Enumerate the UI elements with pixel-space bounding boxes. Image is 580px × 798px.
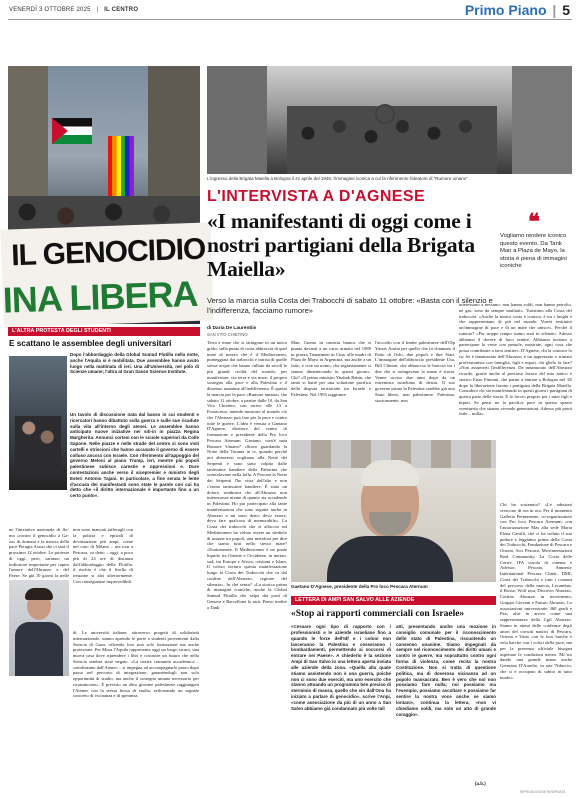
dagnese-portrait: [291, 440, 496, 582]
interview-col-3: l'accordo con il leader palestinese dell'Olp Yasser Arafat per quello che fu chiamato il Patto di Oslo, due popoli e due Stati. L'immagine dell'abbraccio presidente Usa, Bill Clinton, che abbraccia le braccia tra i due che si stringevano la mano è storia. Venne ucciso due anni dopo da un estremista israeliano di destra. Il suo governo prima la Palestina sarebbe già uno Stato libero, non palestinese. Palestina, storicamente, non: [375, 340, 455, 403]
protest-banner: [0, 222, 213, 327]
letter-col-1: «Cessare ogni tipo di rapporto con i professionisti e le aziende israeliane fino a quando le forze dell'Idf e i coloni non lasceranno la Palestina e cesseranno i bombardamenti, permettendo ai soccorsi di entrare nei Paese». A chiederlo è la sezione Ampi di San Salvo in una lettera aperta inviata alle aziende della zona. «Quella alla quale stiamo assistendo non è una guerra, poiché non ci sono due eserciti, ma uno esercito che stanno attuando un programma ben preciso di sterminio di massa, quello che sin dall'Onu ha iniziato a parlare di genocidio», scrive l'Anpi, «come associazione da più di un anno a San Salvo abbiamo già condannato più volte tali: [291, 624, 391, 711]
footer-copyright: RIPRODUZIONE RISERVATA: [520, 790, 566, 794]
interview-deck: Verso la marcia sulla Costa dei Trabocchi di sabato 11 ottobre: «Basta con il silenzio e l'indifferenza, facciamo rumore»: [207, 296, 493, 315]
left-headline: E scattano le assemblee degli universitari: [9, 339, 172, 348]
left-body-b: non sono mancati tafferugli con la polizia e episodi di devastazione più ampi, come nel caso di Milano – ma non a Pescara, va detto – oggi, a poco più di 24 ore di distanza dall'abbordaggio della Flotilla, il rischio è che il livello di tensione si alzi ulteriormente. Con conseguenze imprevedibili.: [73, 527, 133, 584]
byline: [207, 326, 285, 338]
left-intro: Dopo l'abbordaggio della Global Sumud Flotilla nella notte, anche l'Aquila si è mobilitata. Due assemblee hanno avuto luogo nella mattinata di ieri. Una all'Università, nel polo di Scienze umane; l'altra al Gran Sasso Science Institute.: [70, 352, 199, 375]
page-number: 5: [562, 2, 570, 18]
quote-marks-icon: ❝: [528, 209, 540, 234]
interview-col-2: Man, l'uomo in camicia bianca che si pianta davanti a un carro armato nel 1989 in piazza Tienanmen in Cina, alle madri di Plaza de Mayo in Argentina, ma anche a un fatto, e cioè un uomo, che ingiustamente si stanno dimenticando in questi giorni». Chi? «Il primo ministro Yitzhak Rabin, che tanto si battè per una soluzione pacifica della disputa territoriale tra Israele e Palestina. Nel 1993 raggiunse: [291, 340, 371, 397]
left-kicker: [8, 327, 200, 336]
banner-line-2: INA LIBERA: [2, 272, 199, 321]
section-label: Primo Piano | 5: [464, 2, 570, 18]
interview-kicker: L'INTERVISTA A D'AGNESE: [207, 188, 426, 205]
assembly-photo: [9, 356, 67, 490]
byline-place: SAN VITO CHIETINO: [207, 332, 248, 337]
left-body-c: di. Le università italiane, attraverso progetti di solidarietà internazionale, stanno aprendo le porte a studenti provenienti dalla Striscia di Gaza, offrendo loro non solo formazione ma anche protezione. Per Mosa l'Aquila rappresenta oggi un luogo sicuro, una nuova casa dove riprendere i libri e costruire un futuro che nella Striscia sembra stato negato. «La nostra comunità accademica – sottolineano dall'Ateneo – si impegna ad accompagnarlo passo dopo passo nel percorso di integrazione, garantendogli non solo opportunità di studio, ma anche il sostegno umano necessario per ricominciare». È previsto un altro giovane palestinese raggiungerà l'Ateneo con la stessa borsa di studio, rafforzando un segnale concreto di vicinanza e di speranza.: [73, 630, 199, 699]
header-paper: IL CENTRO: [104, 7, 139, 13]
top-photo-caption: L'ingresso della Brigata Maiella a Bologna il 21 aprile del 1945: l'immagine iconica a cui fa riferimento l'ideatore di "Rumore umano": [207, 176, 468, 181]
left-kicker-text: L'ALTRA PROTESTA DEGLI STUDENTI: [12, 328, 111, 334]
letter-signature: (a.b.): [475, 781, 486, 786]
letter-kicker-text: LETTERA DI AMPI SAN SALVO ALLE AZIENDE: [295, 597, 415, 603]
banner-line-1: IL GENOCIDIO: [10, 232, 206, 273]
interview-headline: «I manifestanti di oggi come i nostri partigiani della Brigata Maiella»: [207, 209, 475, 281]
interview-col-5: Chi ha sostenuto? «Le adesioni crescono di ora in ora. Per il momento Galleria Permanente, co-organizzatore con Pro loco Pescara Aternum, con l'autorizzazione Mas alla sede Maria Elena Carulli, che ci ha ceduto il suo pudore e leggiamo prima della Costa dei Trabocchi, Fondazione di Pescara e Ortona, Arci Pescara, Movimentazioni Real Community, La Costa delle Cerrie, IFA scuola di cinema e Advisor, Pescara, Amnesty International Pescara Chieti, DMC Costa dei Trabocchi e tutti i comuni del percorso della marcia, Lecambus, il Rosso, Wolf tour, Discover Abruzzo, Cortino Abruzzo in movimento, Gruppo Giovani e Futuro Abruzzo. Le associazioni universitarie 360 gradi e Pax, altri in arrivo come una rappresentanza della Cgil Abruzzo. Siamo in attesa delle conferme degli attori del circuiti nautici di Pescara, Ortona e Vasto con le loro barche e vela barche con i colori della pace, ma per la presenza ufficiale bisogna aspettare le condizioni meteo. Mi sto dando una grande mano anche Germano D'Aurelio, in arte 'Nduccio, che si è occupato di sabito in tutto modo».: [500, 502, 572, 680]
letter-headline: «Stop ai rapporti commerciali con Israele»: [291, 609, 465, 619]
left-body-right: Un tavolo di discussione nata dal basso in cui studenti e ricercatori hanno dibattuto sulla guerra e sulle sue ricadute sulla vita all'interno degli atenei. Le assemblee hanno anticipato nuove iniziative nei siti-in in piazza Regina Margherita. Annunci cortesi con le scuole superiori da Colle Sapone. Nelle piazze e nelle strade del centro si sono visti cartelli e striscioni che hanno accusato il governo di essere colluso ancora con Israele. Con riferimento all'appoggio del governo Meloni al piano Trump, ieri, mentre più popoli palestinese subisce carestie e oppressioni e. Dure contestazioni anche verso il vicepremier e ministro degli Esteri Antonio Tajani. In particolare, a fine serata le lente d'accusa dei manifestanti sono state le parole con cui ha detto che «il diritto internazionale è importante fino a un certo punto».: [70, 412, 199, 499]
interview-col-1: Terra e mare che si stringono in un unico grido, sulla punta di costa abbraccia di quel mare di mezzo che è il Mediterraneo, punteggiata dai trabocchi e intrisa di quelle stesse acque che hanno cullato da secoli le più grandi civiltà del mondo, per manifestare, via terra e via mare, il proprio sostegno alla pace e alla Palestina e il dissenso unanime all'indifferenza. È questa la marcia per la pace «Rumore umano» che sabato 11 ottobre, a partire dalle 10, da San Vito Chietino, con arrivo alle 13 a Fossacesia, intende mostrare al mondo ciò che l'Abruzzo può fare per la pace e contro tutte le guerre. L'idea è venuta a Gaetano D'Agnese, direttore del centro di formazione e presidente della Pro loco Pescara Aternum. Gaetano, com'è nata Rumore Umano? «Stavo guardando la Notte della Taranta in tv, quando perché noi abruzzesi vogliamo alla Notte dei Serpenti e sono stato colpito dalle tantissime bandiere della Palestina che sventolavano nella folla. A Pescara la Notte dei Serpenti l'ho vista dall'alto e non c'erano tantissime bandiere. È stato un dolore, sembrava che all'Abruzzo non interessasse niente di quanto sta accadendo in Palestina. Ho poi partecipato alla tante manifestazioni che sono seguite anche in Abruzzo e mi sono detto: devo essere, devo fare qualcosa di memorabile». La Costa dei trabocchi che si affaccia sul Mediterraneo ha voluto essere un simbolo di unione tra popoli, una metafora per dire che siamo tutti nello stesso mare? «Esattamente. Il Mediterraneo è un ponte liquido tra Oriente e Occidente, in mezzo, sud, tra Europa e Africa, cristiani e Islam. Il coloro faciuro questa manifestazione lungo la Costa dei Trabocchi che va dal confine dell'Abruzzo, regione del silenzio». In che senso? «La storica prima di immagini iconiche, anche la Global Sumud Flotilla che salpa dai porti di Genova e Barcellona lo sarà. Penso inoltre a Tank: [207, 340, 287, 610]
header-rule: [8, 19, 572, 20]
masthead-date: VENERDÌ 3 OTTOBRE 2025 | IL CENTRO: [9, 7, 139, 13]
letter-kicker: [291, 596, 496, 605]
interview-col-4: interessano a nessuno: non hanno soldi, non hanno petrolio, né gas, sono da sempre umiliati». Turistimo alla Costa del trabocchi. «Anche la nostra costa è iconica, è tra i luoghi e che rappresentano di più nel mondo. Vorrei restituire un'immagine di pace e di un mare che unisce». Perché il rumore? «Per troppo tempo siamo stati in silenzio. Adesso abbiamo il dovere di farci sentire. Abbiamo invitato a partecipare la veste con pentole, mostrate, ogni cosa che possa contribuire a farsi sentire». D'Agnese, chi la conosce lo sa: lei è innamorato dell'Abruzzo, è un apprezzato e stimato professionista con famiglia, figli e nipoti, chi glielo fa fare? «Non assumerti l'indifferenza. Da innamorato dell'Abruzzo ricordo, grazie anche al prezioso lavoro del mio amico e storico Enzo Fimiani, che parmi a entrare a Bologna nel '45 dopo la liberazione furono i partigiani della Brigata Maiella. Considero chi sta manifestando in questi giorni i partigiani di questa parte della storia. E lo faccio proprio per i miei figli e nipoti. Se pensi no la pacifica pace in questo spazio sventurata che stiamo vivendo generazioni. Adesso più potrà farle... nulla».: [459, 302, 572, 417]
left-body-a: ne l'iniziativa nazionale di flo-ma «contro il genocidio a Ga-za» di domani e la marcia della pace Perugia Assisi che ci sarà il prossimo 12 ottobre. Le proteste di oggi, però, saranno un indicatore importante per capire l'umore dell'Abruzzo e del Paese. Se già 10 giorni fa nelle: [9, 527, 69, 578]
section-name: Primo Piano: [464, 2, 547, 18]
byline-author: di Daria De Laurentiis: [207, 326, 257, 331]
portrait-caption: Gaetano D'Agnese, presidente della Pro loco Pescara Aternum: [291, 584, 428, 589]
brigata-maiella-photo: [207, 66, 572, 174]
header-date: VENERDÌ 3 OTTOBRE 2025: [9, 7, 91, 13]
letter-col-2: atti, presentando anche una mozione in consiglio comunale per il riconoscimento dello stato di Palestina, riscuotendo un consenso unanime. Siamo impegnati da sempre nel riconoscimento dei diritti umani e contro le guerre, ma soprattutto contro ogni forma di violenza, come recita la nostra Costituzione. Non si tratta di questione politica, ma di doverosa vicinanza ad un popolo massacrato. Ben è vero che noi non possiamo fare nulla; noi possiamo ma l'esempio, possiamo ascoltare e possiamo far sentire la nostra voce anche se siamo lontani», continua la lettera, «non vi chiediamo soldi, ma solo un atto di grande coraggio».: [396, 624, 496, 717]
protest-photo: [2, 66, 206, 324]
student-photo: [9, 580, 69, 676]
pull-quote: Vogliamo rendere iconico questo evento. Da Tank Man a Plaza de Mayo, la storia è piena di immagini iconiche: [500, 233, 567, 269]
